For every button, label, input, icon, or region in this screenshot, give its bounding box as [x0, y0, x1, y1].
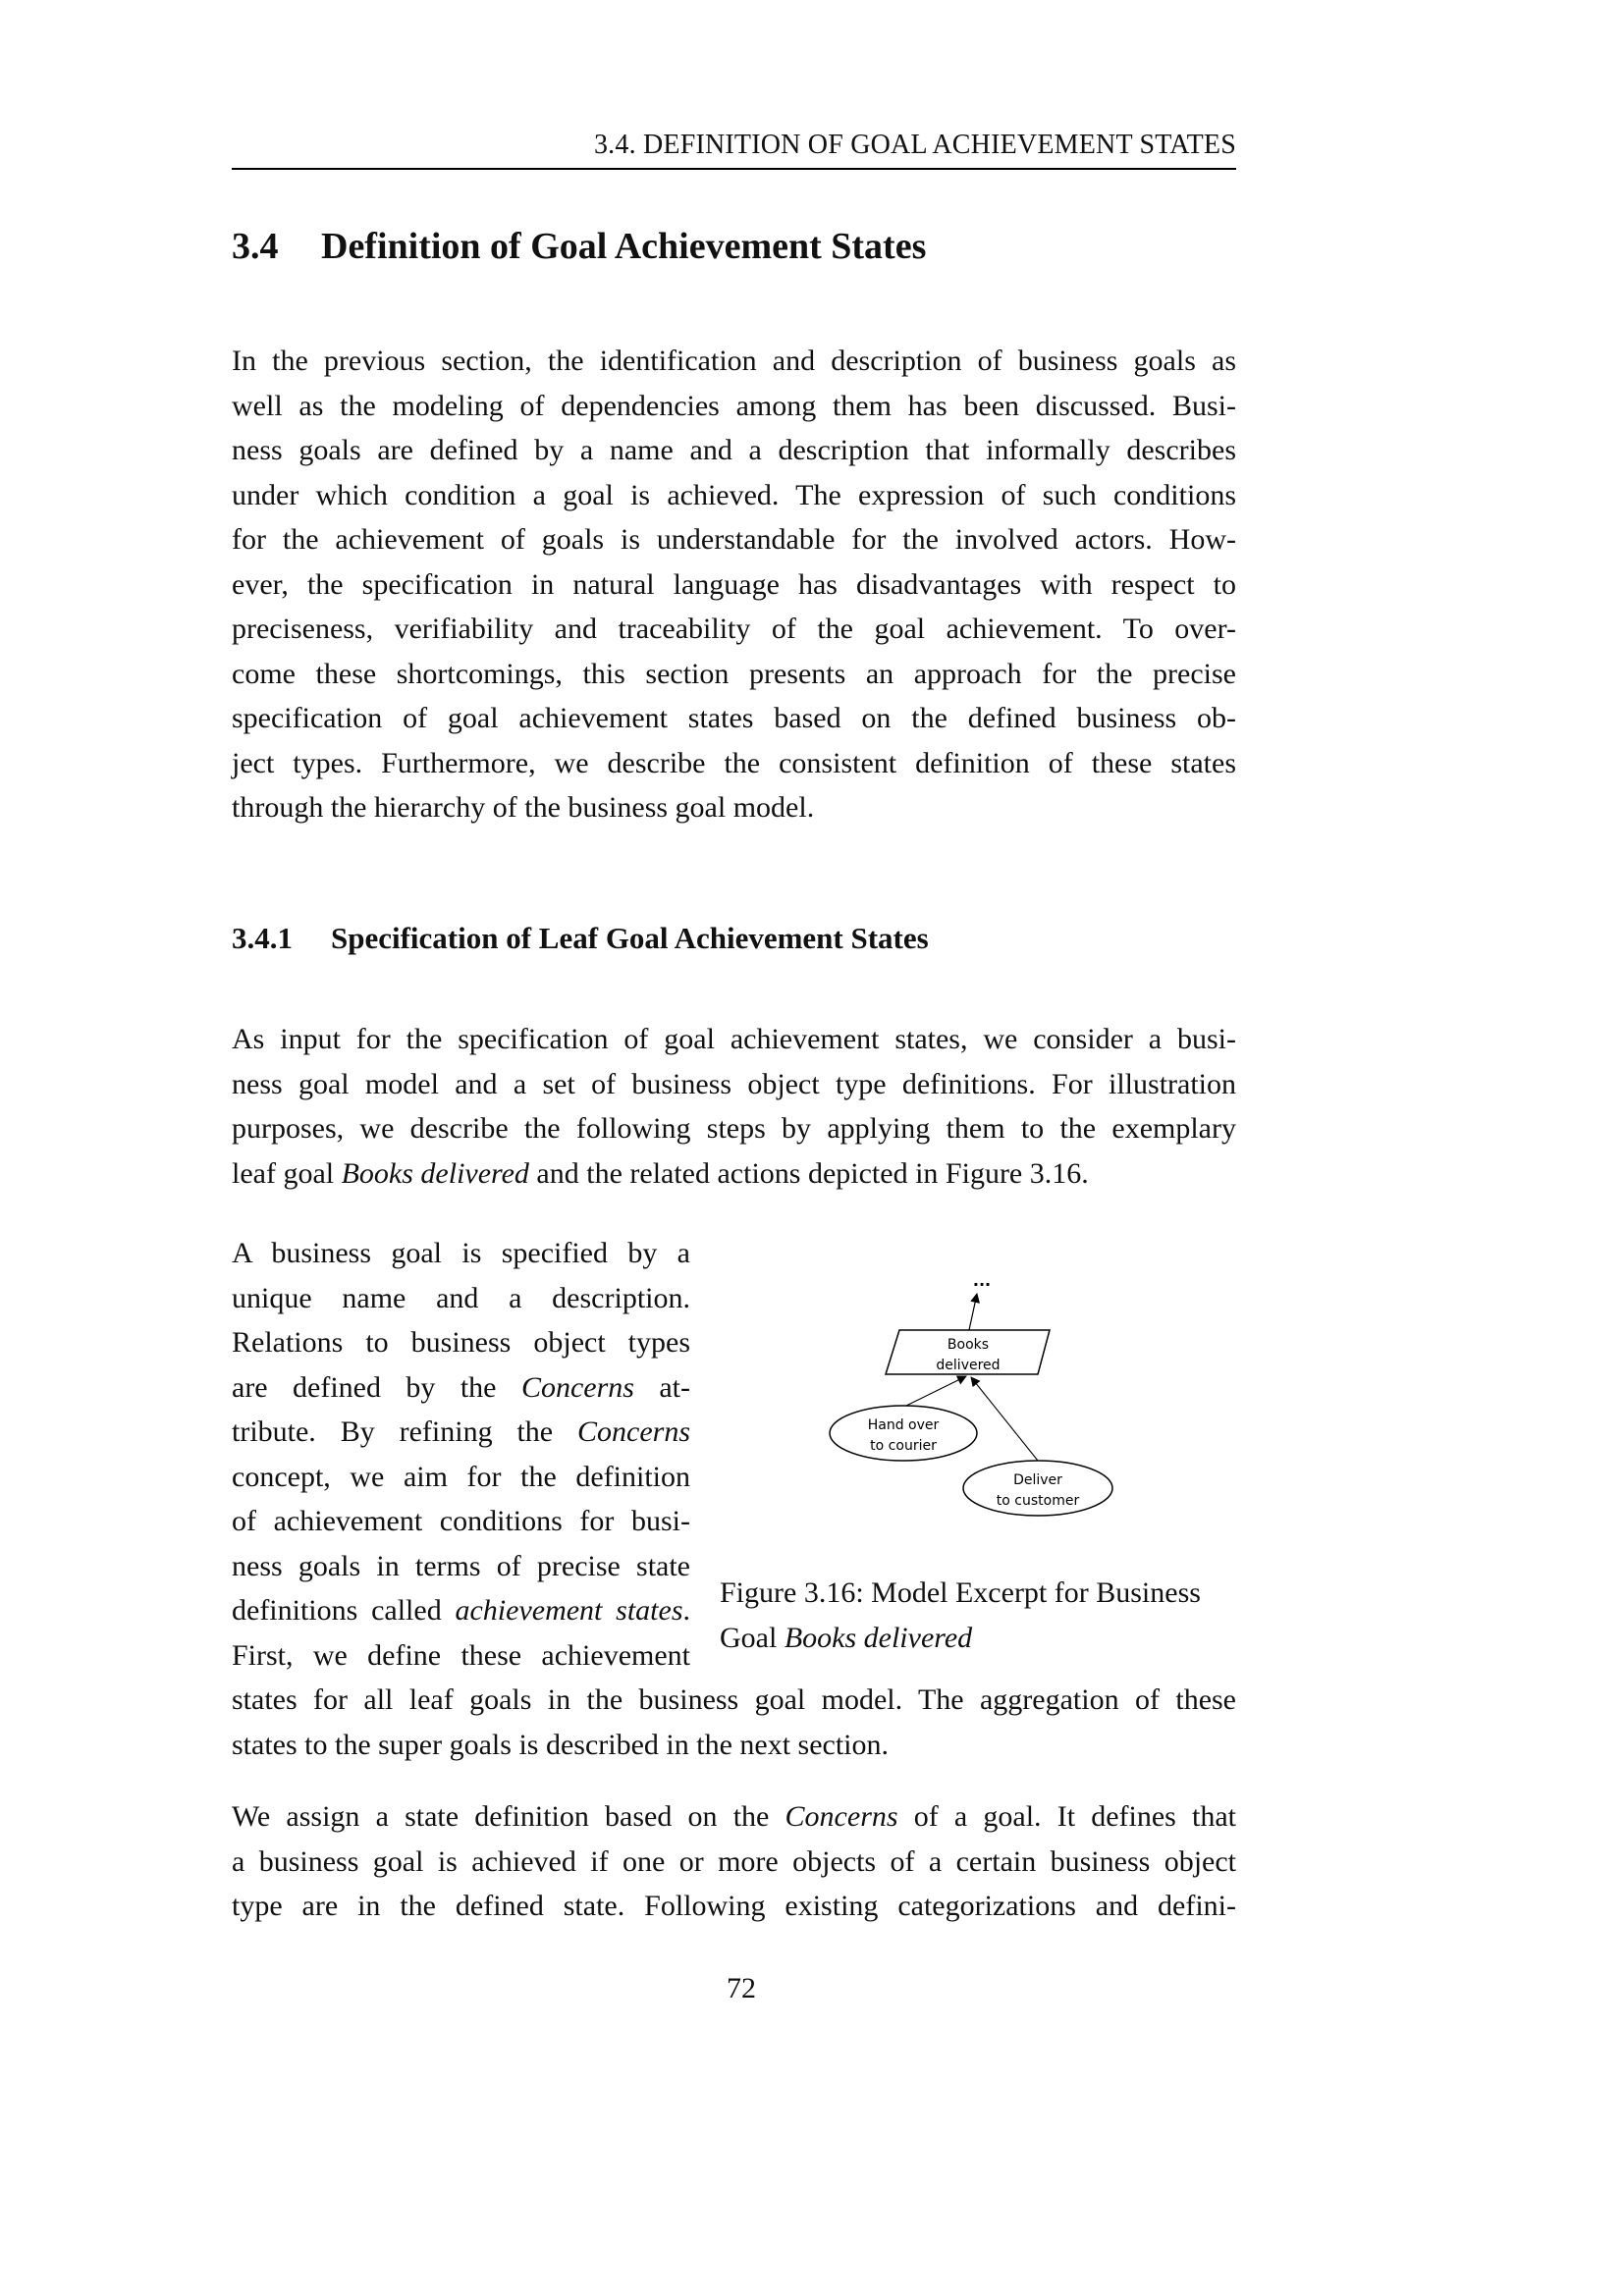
- text-line: through the hierarchy of the business goal model.: [232, 791, 815, 824]
- text-line: concept, we aim for the definition: [232, 1460, 690, 1493]
- text-line: Relations to business object types: [232, 1326, 690, 1359]
- emphasis: achievement states: [455, 1594, 683, 1627]
- goal-label-line2: delivered: [936, 1358, 1001, 1373]
- caption-line: [720, 1616, 1240, 1661]
- intro-paragraph: [232, 339, 1236, 830]
- caption-line: Figure 3.16: Model Excerpt for Business: [720, 1576, 1201, 1609]
- text-run: Goal: [720, 1621, 785, 1654]
- text-line: of achievement conditions for busi-: [232, 1505, 690, 1537]
- emphasis: Concerns: [520, 1370, 634, 1404]
- subsection-number: 3.4.1: [232, 921, 293, 955]
- text-line: As input for the specification of goal achievement states, we consider a busi-: [232, 1023, 1236, 1055]
- text-run: and the related actions depicted in Figure 3.16.: [528, 1156, 1089, 1190]
- subsection-title: Specification of Leaf Goal Achievement States: [331, 921, 929, 955]
- emphasis: Books delivered: [341, 1156, 529, 1190]
- text-line: [232, 1410, 690, 1455]
- text-run: definitions called: [232, 1594, 456, 1627]
- ellipsis-label: ...: [972, 1271, 992, 1290]
- text-line: type are in the defined state. Following existing categorizations and defini-: [232, 1890, 1236, 1922]
- text-run: are defined by the: [232, 1370, 521, 1404]
- text-line: preciseness, verifiability and traceability of the goal achievement. To over-: [232, 613, 1236, 645]
- action1-label-line1: Hand over: [867, 1417, 940, 1433]
- action2-label-line2: to customer: [996, 1493, 1080, 1509]
- arrow-to-parent: [969, 1294, 977, 1330]
- text-line: well as the modeling of dependencies among them has been discussed. Busi-: [232, 389, 1236, 422]
- text-line: ness goals are defined by a name and a description that informally describes: [232, 434, 1236, 466]
- text-run: We assign a state definition based on the: [232, 1800, 785, 1833]
- emphasis: Concerns: [785, 1800, 898, 1833]
- text-line: states to the super goals is described in the next section.: [232, 1728, 890, 1761]
- text-run: leaf goal: [232, 1156, 342, 1190]
- text-run: tribute. By refining the: [232, 1415, 577, 1448]
- text-line: [232, 1365, 690, 1411]
- emphasis: Books delivered: [784, 1621, 973, 1654]
- text-run: .: [682, 1594, 691, 1627]
- text-line: A business goal is specified by a: [232, 1237, 690, 1269]
- figure-caption: [720, 1571, 1240, 1660]
- text-line: under which condition a goal is achieved. The expression of such conditions: [232, 478, 1236, 511]
- goal-model-figure: [815, 1266, 1149, 1531]
- input-paragraph: [232, 1017, 1236, 1196]
- running-head: 3.4. DEFINITION OF GOAL ACHIEVEMENT STATES: [593, 130, 1236, 160]
- section-heading: [232, 224, 926, 269]
- text-line: ness goals in terms of precise state: [232, 1549, 690, 1582]
- action1-label-line2: to courier: [870, 1438, 937, 1454]
- text-line: ness goal model and a set of business object type definitions. For illustration: [232, 1067, 1236, 1100]
- text-run: at-: [633, 1370, 691, 1404]
- text-line: ever, the specification in natural language has disadvantages with respect to: [232, 567, 1236, 601]
- text-line: [232, 1588, 690, 1633]
- section-number: 3.4: [232, 226, 279, 267]
- text-line: purposes, we describe the following steps by applying them to the exemplary: [232, 1112, 1236, 1145]
- text-line: states for all leaf goals in the business goal model. The aggregation of these: [232, 1683, 1236, 1716]
- page-number: 72: [727, 1972, 756, 2004]
- arrow-action1-to-goal: [906, 1376, 966, 1406]
- text-line: In the previous section, the identification and description of business goals as: [232, 345, 1236, 377]
- arrow-action2-to-goal: [971, 1377, 1038, 1461]
- final-paragraph: [232, 1794, 1236, 1929]
- text-run: of a goal. It defines that: [897, 1800, 1237, 1833]
- action2-label-line1: Deliver: [1013, 1472, 1062, 1488]
- text-line: First, we define these achievement: [232, 1638, 690, 1672]
- text-line: ject types. Furthermore, we describe the consistent definition of these states: [232, 746, 1236, 779]
- goal-label-line1: Books: [947, 1337, 990, 1353]
- text-line: [232, 1151, 1236, 1197]
- text-line: come these shortcomings, this section presents an approach for the precise: [232, 657, 1236, 690]
- subsection-heading: [232, 921, 929, 956]
- emphasis: Concerns: [577, 1415, 690, 1448]
- text-line: for the achievement of goals is understandable for the involved actors. How-: [232, 523, 1236, 556]
- section-title: Definition of Goal Achievement States: [321, 226, 927, 267]
- text-line: a business goal is achieved if one or more objects of a certain business object: [232, 1844, 1236, 1878]
- text-line: unique name and a description.: [232, 1281, 690, 1314]
- header-rule: [232, 168, 1236, 170]
- text-line: specification of goal achievement states based on the defined business ob-: [232, 702, 1236, 734]
- text-line: [232, 1794, 1236, 1840]
